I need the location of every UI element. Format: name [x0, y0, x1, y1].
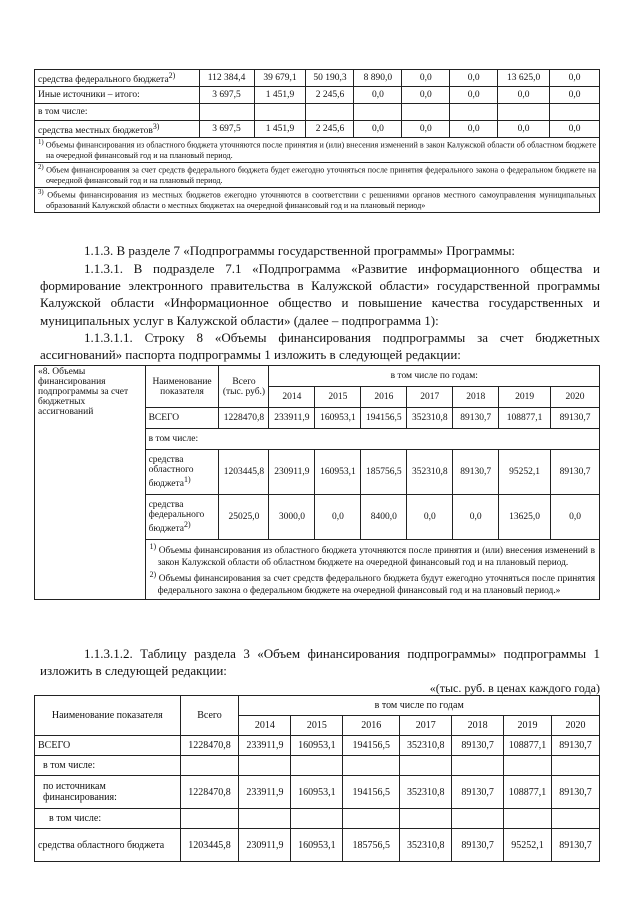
row-label: средства федерального бюджета$^{2)}$ [35, 70, 200, 87]
table-row: в том числе: [35, 809, 600, 829]
top-funding-table [34, 69, 600, 213]
table-row: ВСЕГО 1228470,8 233911,9 160953,1 194156,5 352310,8 89130,7 108877,1 89130,7 [35, 408, 600, 429]
table-row: в том числе: [35, 756, 600, 776]
paragraph-1-1-3-1: 1.1.3.1. В подразделе 7.1 «Подпрограмма «Развитие информационного общества и формирование электронного правительства в Калужской области» государственной программы Калужской области «Информационное общество и повышение качества государственных и муниципальных услуг в Калужской области» (далее – подпрограмма 1): [40, 261, 600, 328]
table-row: средства федерального бюджета$^{2)}$ 25025,0 3000,0 0,0 8400,0 0,0 0,0 13625,0 0,0 [35, 495, 600, 540]
table-row: средства местных бюджетов$^{3)}$ 3 697,5 1 451,9 2 245,6 0,0 0,0 0,0 0,0 0,0 [35, 121, 600, 138]
column-group-header: в том числе по годам [239, 696, 600, 716]
footnote-row: $^{1)}$ Объемы финансирования из областного бюджета уточняются после принятия и (или) внесения изменений в закон Калужской области об областном бюджете на очередной финансовый год и на плановый период. $^{2)}$ Объемы финансирования за счет средств федерального бюджета будут ежегодно уточняться после принятия федерального закона о федеральном бюджете на очередной финансовый год и на плановый период.» [35, 540, 600, 600]
column-group-header: в том числе по годам: [269, 366, 600, 387]
unit-caption: «(тыс. руб. в ценах каждого года) [429, 681, 600, 695]
table-row: средства областного бюджета$^{1)}$ 1203445,8 230911,9 160953,1 185756,5 352310,8 89130,7 95252,1 89130,7 [35, 450, 600, 495]
table-row: в том числе: [35, 104, 600, 121]
table-row: ВСЕГО 1228470,8 233911,9 160953,1 194156,5 352310,8 89130,7 108877,1 89130,7 [35, 736, 600, 756]
table-row: в том числе: [35, 429, 600, 450]
column-header: Наименование показателя [35, 696, 181, 736]
column-header: Всего [180, 696, 239, 736]
passport-funding-table: «8. Объемы финансирования подпрограммы за счет бюджетных ассигнований Наименование показателя Всего (тыс. руб.) в том числе по годам: 2014 2015 2016 2017 2018 2019 2020 ВСЕГО 1228470,8 233911,9 160953,1 194156,5 352310,8 89130,7 108877,1 89130,7 в том числе: средства областного бюджета$^{1)}$ 1203445,8 230911,9 160953,1 185756,5 352310,8 89130,7 95252,1 89130,7 средства федерального бюджета$^{2)}$ 25025,0 3000,0 0,0 8400,0 0,0 0,0 13625,0 0,0 $^{1)}$ Объемы финансирования из областного бюджета уточняются после принятия и (или) внесения изменений в закон Калужской области об областном бюджете на очередной финансовый год и на плановый период. $^{2)}$ Объемы финансирования за счет средств федерального бюджета будут ежегодно уточняться после принятия федерального закона о федеральном бюджете на очередной финансовый год и на плановый период.» [34, 365, 600, 600]
footnote-row: $^{1)}$ Объемы финансирования из областного бюджета уточняются после принятия и (или) внесения изменений в закон Калужской области об областном бюджете на очередной финансовый год и на плановый период. [35, 138, 600, 163]
passport-row-title: «8. Объемы финансирования подпрограммы за счет бюджетных ассигнований [35, 366, 146, 600]
table-row: средства федерального бюджета$^{2)}$ 112 384,4 39 679,1 50 190,3 8 890,0 0,0 0,0 13 625,0 0,0 [35, 70, 600, 87]
paragraph-1-1-3: 1.1.3. В разделе 7 «Подпрограммы государственной программы» Программы: [84, 243, 516, 258]
table-row: по источникам финансирования: 1228470,8 233911,9 160953,1 194156,5 352310,8 89130,7 108877,1 89130,7 [35, 776, 600, 809]
footnote-row: $^{2)}$ Объем финансирования за счет средств федерального бюджета будет ежегодно уточняться после принятия федерального закона о федеральном бюджете на очередной финансовый год и на плановый период. [35, 163, 600, 188]
paragraph-1-1-3-1-1: 1.1.3.1.1. Строку 8 «Объемы финансирования подпрограммы за счет бюджетных ассигнований» паспорта подпрограммы 1 изложить в следующей редакции: [40, 330, 600, 363]
column-header: Наименование показателя [145, 366, 219, 408]
paragraph-1-1-3-1-2: 1.1.3.1.2. Таблицу раздела 3 «Объем финансирования подпрограммы» подпрограммы 1 изложить в следующей редакции: [40, 646, 600, 679]
table-row: средства областного бюджета 1203445,8 230911,9 160953,1 185756,5 352310,8 89130,7 95252,1 89130,7 [35, 829, 600, 862]
column-header: Всего (тыс. руб.) [219, 366, 269, 408]
section3-funding-table: Наименование показателя Всего в том числе по годам 2014 2015 2016 2017 2018 2019 2020 ВСЕГО 1228470,8 233911,9 160953,1 194156,5 352310,8 89130,7 108877,1 89130,7 в том числе: по источникам финансирования: 1228470,8 233911,9 160953,1 194156,5 352310,8 89130,7 108877,1 89130,7 в том числе: средства областного бюджета 1203445,8 230911,9 160953,1 185756,5 352310,8 89130,7 95252,1 89130,7 [34, 695, 600, 862]
footnote-row: $^{3)}$ Объемы финансирования из местных бюджетов ежегодно уточняются в соответствии с решениями органов местного самоуправления муниципальных образований Калужской области о местных бюджетах на очередной финансовый год и на плановый период» [35, 187, 600, 212]
table-row: Иные источники – итого: 3 697,5 1 451,9 2 245,6 0,0 0,0 0,0 0,0 0,0 [35, 87, 600, 104]
